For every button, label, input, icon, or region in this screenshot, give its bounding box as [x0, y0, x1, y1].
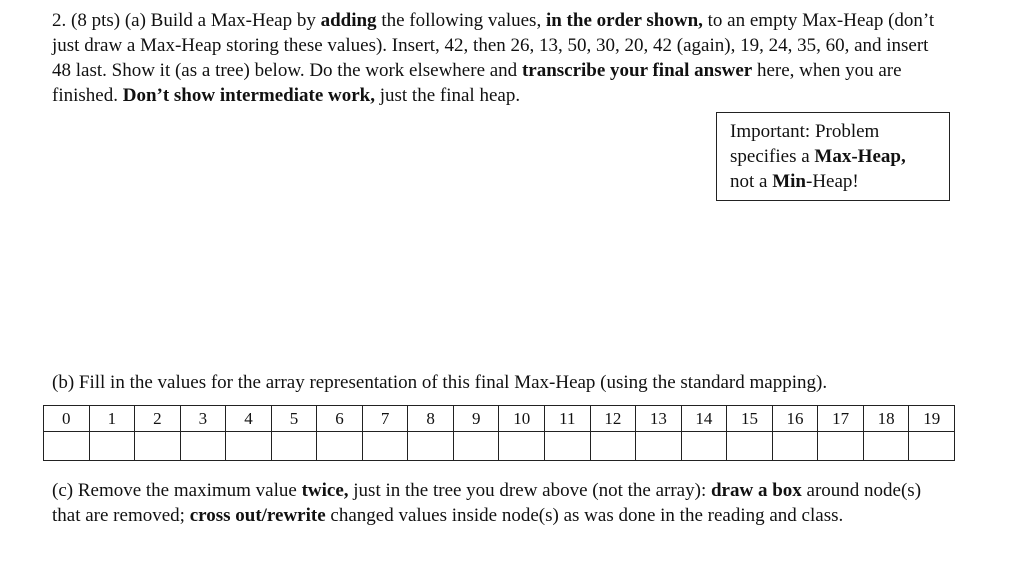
heap-array-table	[43, 405, 955, 461]
part-a-text-1: the following values,	[381, 10, 542, 31]
note-max-heap: Max-Heap,	[814, 146, 906, 167]
array-index-cell: 14	[681, 406, 727, 432]
emphasis-in-order: in the order shown,	[545, 10, 703, 31]
array-index-cell: 3	[180, 406, 226, 432]
note-text-2: not a	[730, 171, 768, 192]
emphasis-transcribe: transcribe your final answer	[521, 60, 753, 81]
question-points: (8 pts)	[71, 10, 121, 31]
array-value-cell[interactable]	[681, 432, 727, 461]
array-index-cell: 13	[636, 406, 682, 432]
array-value-cell[interactable]	[89, 432, 135, 461]
part-c-text-2: just in the tree you drew above (not the array):	[353, 480, 707, 501]
emphasis-dont-show: Don’t show intermediate work,	[122, 85, 375, 106]
array-value-cell[interactable]	[727, 432, 773, 461]
array-index-cell: 5	[271, 406, 317, 432]
array-value-cell[interactable]	[271, 432, 317, 461]
array-index-cell: 8	[408, 406, 454, 432]
array-index-cell: 9	[453, 406, 499, 432]
array-index-cell: 11	[545, 406, 591, 432]
part-c-text-3: around node(s) that are removed;	[52, 480, 922, 526]
array-value-cell[interactable]	[362, 432, 408, 461]
note-text-3: -Heap!	[806, 171, 859, 192]
part-a-text-4: just the final heap.	[379, 85, 521, 106]
array-index-cell: 7	[362, 406, 408, 432]
array-value-cell[interactable]	[317, 432, 363, 461]
question-part-a-text	[52, 8, 952, 108]
emphasis-twice: twice,	[301, 480, 349, 501]
array-index-cell: 6	[317, 406, 363, 432]
array-value-cell[interactable]	[636, 432, 682, 461]
array-value-cell[interactable]	[408, 432, 454, 461]
array-index-cell: 1	[89, 406, 135, 432]
part-c-text-4: changed values inside node(s) as was done in the reading and class.	[330, 505, 844, 526]
emphasis-adding: adding	[320, 10, 377, 31]
array-value-cell[interactable]	[226, 432, 272, 461]
array-value-cell[interactable]	[863, 432, 909, 461]
array-value-cell[interactable]	[545, 432, 591, 461]
array-value-cell[interactable]	[772, 432, 818, 461]
part-a-label: (a) Build a Max-Heap by	[124, 10, 316, 31]
part-c-text-1: (c) Remove the maximum value	[52, 480, 297, 501]
array-value-row	[44, 432, 955, 461]
array-index-cell: 18	[863, 406, 909, 432]
array-value-cell[interactable]	[818, 432, 864, 461]
array-value-cell[interactable]	[180, 432, 226, 461]
array-index-cell: 19	[909, 406, 955, 432]
array-index-cell: 2	[135, 406, 181, 432]
array-index-cell: 17	[818, 406, 864, 432]
part-b-text: (b) Fill in the values for the array representation of this final Max-Heap (using the standard mapping).	[52, 372, 828, 393]
array-index-cell: 10	[499, 406, 545, 432]
array-index-cell: 12	[590, 406, 636, 432]
array-value-cell[interactable]	[135, 432, 181, 461]
note-text-1: Important: Problem specifies a	[730, 121, 880, 167]
array-value-cell[interactable]	[499, 432, 545, 461]
part-c-text	[52, 478, 952, 528]
array-value-cell[interactable]	[453, 432, 499, 461]
important-note-box	[716, 112, 950, 201]
array-index-row	[44, 406, 955, 432]
array-value-cell[interactable]	[44, 432, 90, 461]
question-number: 2.	[52, 10, 67, 31]
note-min: Min	[772, 171, 806, 192]
array-value-cell[interactable]	[590, 432, 636, 461]
part-a-text-2: to an empty Max-Heap (don’t just draw a Max-Heap storing these values). Insert, 42, then 26, 13, 50, 30, 20, 42 (again), 19, 24, 35, 60, and insert 48 last. Show it (as a tree) below. Do the work elsewhere and	[52, 10, 935, 81]
array-index-cell: 15	[727, 406, 773, 432]
emphasis-cross-out: cross out/rewrite	[189, 505, 326, 526]
array-value-cell[interactable]	[909, 432, 955, 461]
array-index-cell: 16	[772, 406, 818, 432]
array-index-cell: 0	[44, 406, 90, 432]
emphasis-draw-box: draw a box	[710, 480, 802, 501]
array-index-cell: 4	[226, 406, 272, 432]
part-a-text-3: here, when you are finished.	[52, 60, 902, 106]
